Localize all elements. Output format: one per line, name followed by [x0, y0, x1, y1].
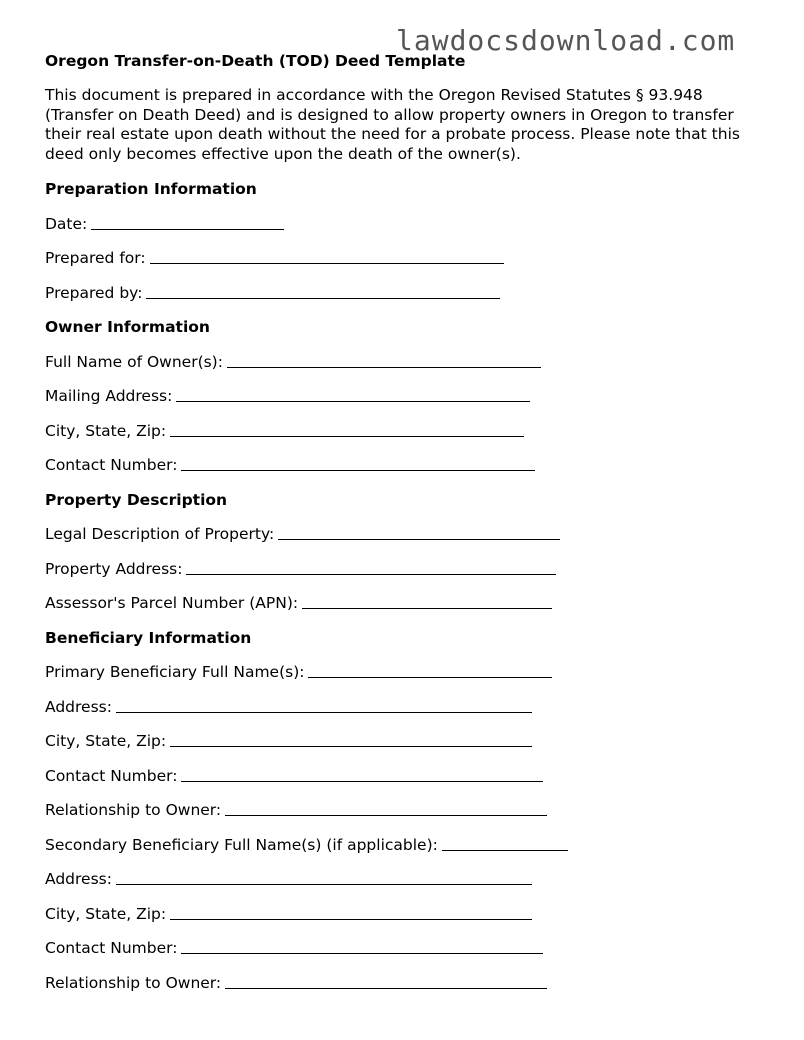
field-label: Secondary Beneficiary Full Name(s) (if applicable):	[45, 835, 438, 854]
mailing-address-blank-line[interactable]	[176, 400, 530, 402]
legal-description-blank-line[interactable]	[278, 538, 560, 540]
field-label: Assessor's Parcel Number (APN):	[45, 594, 299, 612]
field-label: Contact Number:	[45, 456, 178, 474]
field-label: Address:	[45, 697, 112, 716]
field-apn	[45, 594, 765, 613]
field-label: Relationship to Owner:	[45, 801, 222, 819]
owner-city-state-zip-blank-line[interactable]	[170, 435, 524, 437]
primary-beneficiary-name-blank-line[interactable]	[308, 676, 552, 678]
field-label: City, State, Zip:	[45, 904, 167, 923]
owner-contact-number-blank-line[interactable]	[181, 469, 535, 471]
field-mailing-address	[45, 387, 765, 406]
field-label: Primary Beneficiary Full Name(s):	[45, 663, 305, 681]
primary-contact-number-blank-line[interactable]	[181, 780, 543, 782]
intro-paragraph: This document is prepared in accordance with the Oregon Revised Statutes § 93.948 (Transfer on Death Deed) and is designed to allow property owners in Oregon to transfer their real estate upon death without the need for a probate process. Please note that this deed only becomes effective upon the death of the owner(s).	[45, 86, 740, 163]
field-secondary-beneficiary-name	[45, 836, 765, 855]
section-heading-beneficiary: Beneficiary Information	[45, 628, 252, 647]
field-primary-contact-number	[45, 767, 765, 786]
field-label: Legal Description of Property:	[45, 525, 275, 543]
field-label: City, State, Zip:	[45, 732, 167, 750]
field-label: Mailing Address:	[45, 387, 173, 405]
primary-relationship-blank-line[interactable]	[225, 814, 547, 816]
field-label: Property Address:	[45, 559, 183, 578]
prepared-by-blank-line[interactable]	[146, 297, 500, 299]
secondary-city-state-zip-blank-line[interactable]	[170, 918, 532, 920]
document-title: Oregon Transfer-on-Death (TOD) Deed Template	[45, 52, 466, 70]
field-secondary-city-state-zip	[45, 905, 765, 924]
field-property-address	[45, 560, 765, 579]
field-primary-relationship	[45, 801, 765, 820]
field-secondary-relationship	[45, 974, 765, 993]
field-label: Contact Number:	[45, 939, 178, 957]
field-label: Prepared for:	[45, 249, 146, 267]
field-primary-city-state-zip	[45, 732, 765, 751]
secondary-contact-number-blank-line[interactable]	[181, 952, 543, 954]
apn-blank-line[interactable]	[302, 607, 552, 609]
field-label: Full Name of Owner(s):	[45, 352, 223, 371]
prepared-for-blank-line[interactable]	[150, 262, 504, 264]
section-heading-owner: Owner Information	[45, 318, 210, 336]
field-label: Prepared by:	[45, 283, 143, 302]
field-label: Relationship to Owner:	[45, 973, 222, 992]
section-heading-preparation: Preparation Information	[45, 180, 257, 198]
primary-address-blank-line[interactable]	[116, 711, 532, 713]
field-date	[45, 215, 765, 234]
field-owner-contact-number	[45, 456, 765, 475]
document-page	[45, 52, 765, 1008]
secondary-beneficiary-name-blank-line[interactable]	[442, 849, 568, 851]
section-heading-property: Property Description	[45, 490, 228, 509]
owner-name-blank-line[interactable]	[227, 366, 541, 368]
secondary-relationship-blank-line[interactable]	[225, 987, 547, 989]
date-blank-line[interactable]	[91, 228, 284, 230]
primary-city-state-zip-blank-line[interactable]	[170, 745, 532, 747]
field-primary-address	[45, 698, 765, 717]
secondary-address-blank-line[interactable]	[116, 883, 532, 885]
field-primary-beneficiary-name	[45, 663, 765, 682]
field-prepared-by	[45, 284, 765, 303]
field-secondary-contact-number	[45, 939, 765, 958]
field-label: Contact Number:	[45, 766, 178, 785]
field-legal-description	[45, 525, 765, 544]
field-label: City, State, Zip:	[45, 421, 167, 440]
field-owner-name	[45, 353, 765, 372]
field-label: Address:	[45, 870, 112, 888]
property-address-blank-line[interactable]	[186, 573, 556, 575]
field-owner-city-state-zip	[45, 422, 765, 441]
field-label: Date:	[45, 214, 88, 233]
field-prepared-for	[45, 249, 765, 268]
field-secondary-address	[45, 870, 765, 889]
watermark: lawdocsdownload.com	[396, 24, 736, 57]
